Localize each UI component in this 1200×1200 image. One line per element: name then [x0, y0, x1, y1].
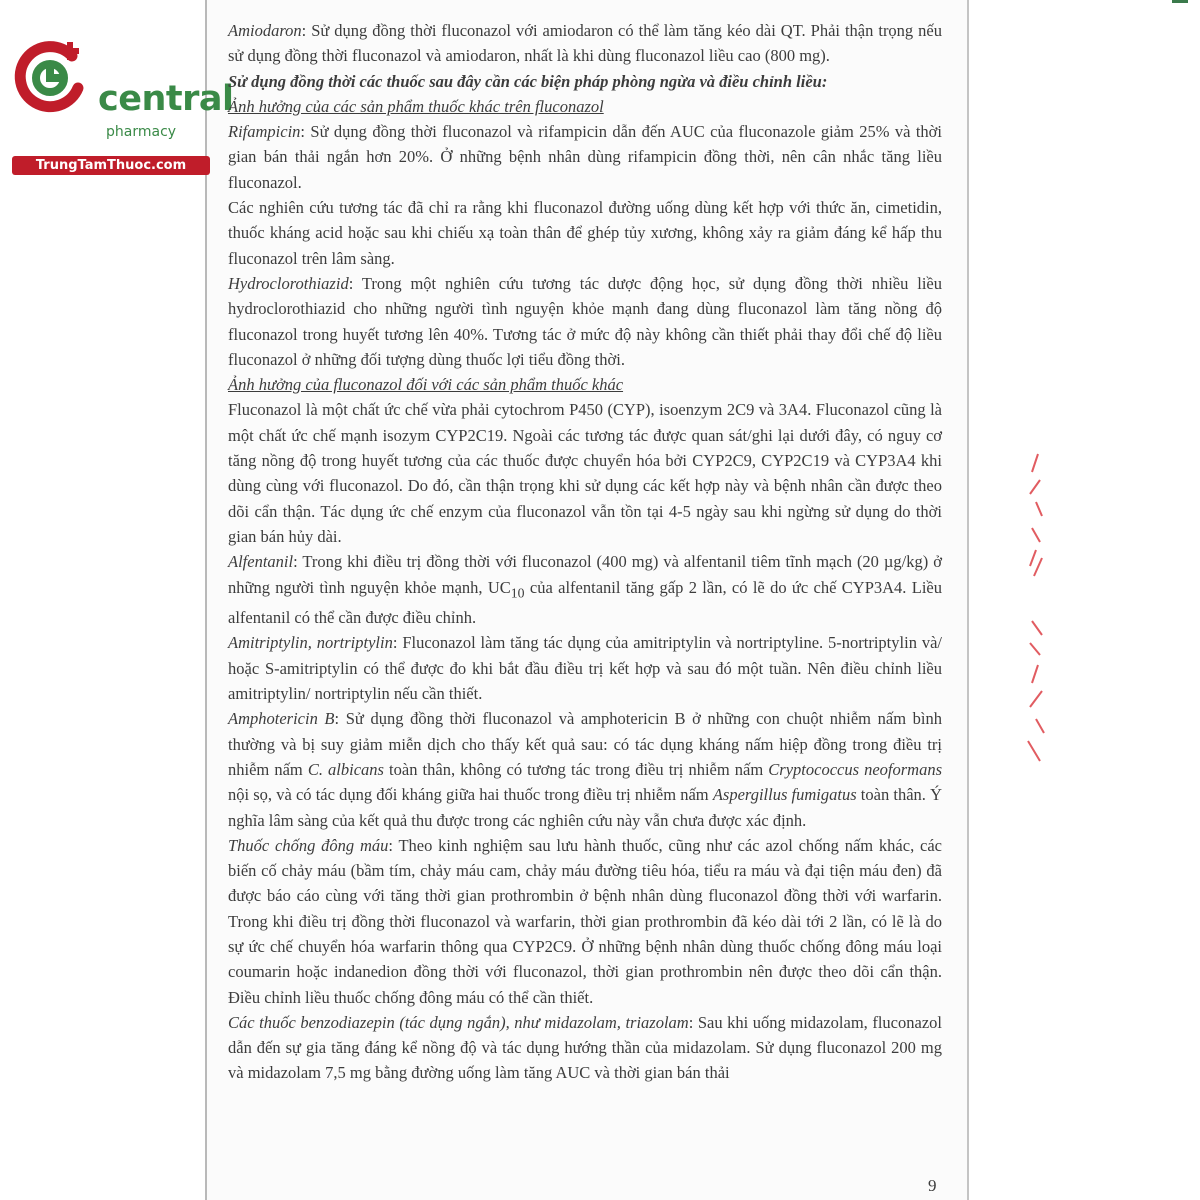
paragraph-text: : Fluconazol làm tăng tác dụng của amitriptylin và nortriptyline. 5-nortriptylin và/ hoặc S-amitriptylin có thể được đo khi bắt đầu điều trị kết hợp và sau đó một tuần. Nên điều chỉnh liều amitriptylin/ nortriptylin nếu cần thiết.	[228, 633, 942, 704]
paragraph-amitriptylin	[228, 630, 942, 706]
paragraph-amiodaron	[228, 18, 942, 69]
paragraph-rifampicin	[228, 119, 942, 195]
paragraph-text: : Sau khi uống midazolam, fluconazol dẫn đến sự gia tăng đáng kể nồng độ và tác dụng hướng thần của midazolam. Sử dụng fluconazol 200 mg và midazolam 7,5 mg bằng đường uống làm tăng AUC và thời gian bán thải	[228, 1012, 942, 1083]
organism-name: C. albicans	[307, 759, 384, 779]
paragraph-alfentanil	[228, 549, 942, 630]
organism-name: Cryptococcus neoformans	[768, 759, 943, 779]
drug-term: Amphotericin B	[228, 709, 335, 729]
paragraph-anticoagulant	[228, 833, 942, 1010]
page-number: 9	[928, 1176, 937, 1195]
paragraph-text: toàn thân. Ý nghĩa lâm sàng của kết quả thu được trong các nghiên cứu này vẫn chưa được xác định.	[228, 785, 942, 830]
logo-site-badge: TrungTamThuoc.com	[12, 156, 210, 175]
central-pharmacy-logo[interactable]	[10, 38, 234, 173]
paragraph-text: : Trong khi điều trị đồng thời với fluconazol (400 mg) và alfentanil tiêm tĩnh mạch (20 µg/kg) ở những người tình nguyện khỏe mạnh, UC	[228, 552, 942, 597]
organism-name: Aspergillus fumigatus	[712, 785, 857, 805]
section-heading: Sử dụng đồng thời các thuốc sau đây cần các biện pháp phòng ngừa và điều chỉnh liều:	[228, 71, 828, 91]
drug-term: Amitriptylin, nortriptylin	[228, 633, 393, 653]
paragraph-food: Các nghiên cứu tương tác đã chỉ ra rằng khi fluconazol đường uống dùng kết hợp với thức ăn, cimetidin, thuốc kháng acid hoặc sau khi chiếu xạ toàn thân để ghép tủy xương, không xảy ra giảm đáng kể hấp thu fluconazol trên lâm sàng.	[228, 198, 942, 268]
pharmacy-logo-icon	[10, 38, 90, 118]
subsection-heading: Ảnh hưởng của các sản phẩm thuốc khác trên fluconazol	[228, 96, 604, 116]
paragraph-text: nội sọ, và có tác dụng đối kháng giữa hai thuốc trong điều trị nhiễm nấm	[228, 785, 713, 805]
drug-term: Thuốc chống đông máu	[228, 835, 389, 855]
paragraph-text: : Theo kinh nghiệm sau lưu hành thuốc, cũng như các azol chống nấm khác, các biến cố chảy máu (bầm tím, chảy máu cam, chảy máu đường tiêu hóa, tiểu ra máu và đại tiện máu đen) đã được báo cáo cùng với tăng thời gian prothrombin ở bệnh nhân dùng fluconazol đồng thời với warfarin. Trong khi điều trị đồng thời fluconazol và warfarin, thời gian prothrombin đã kéo dài tới 2 lần, có lẽ là do sự ức chế chuyển hóa warfarin thông qua CYP2C9. Ở những bệnh nhân dùng thuốc chống đông máu loại coumarin hoặc indanedion đồng thời với fluconazol, thời gian prothrombin nên được theo dõi cẩn thận. Điều chỉnh liều thuốc chống đông máu có thể cần thiết.	[228, 835, 942, 1007]
paragraph-text: của alfentanil tăng gấp 2 lần, có lẽ do ức chế CYP3A4. Liều alfentanil có thể cần được điều chỉnh.	[228, 577, 943, 628]
drug-term: Rifampicin	[228, 122, 301, 142]
drug-term: Các thuốc benzodiazepin (tác dụng ngắn), như midazolam, triazolam	[228, 1012, 689, 1032]
logo-brand: central	[98, 79, 234, 119]
paragraph-hydroclorothiazid	[228, 271, 942, 372]
subsection-heading: Ảnh hưởng của fluconazol đối với các sản phẩm thuốc khác	[228, 375, 624, 395]
paragraph-text: : Trong một nghiên cứu tương tác dược động học, sử dụng đồng thời nhiều liều hydroclorothiazid cho những người tình nguyện khỏe mạnh đang dùng fluconazol làm tăng nồng độ fluconazol trong huyết tương lên 40%. Tương tác ở mức độ này không cần thiết phải thay đổi chế độ liều fluconazol ở những đối tượng dùng thuốc lợi tiểu đồng thời.	[228, 273, 942, 369]
logo-subtitle: pharmacy	[106, 124, 177, 140]
paragraph-text: : Sử dụng đồng thời fluconazol với amiodaron có thể làm tăng kéo dài QT. Phải thận trọng nếu sử dụng đồng thời fluconazol và amiodaron, nhất là khi dùng fluconazol liều cao (800 mg).	[228, 21, 942, 66]
drug-term: Hydroclorothiazid	[228, 273, 349, 293]
paragraph-text: : Sử dụng đồng thời fluconazol và rifampicin dẫn đến AUC của fluconazole giảm 25% và thời gian bán thải ngắn hơn 20%. Ở những bệnh nhân dùng rifampicin đồng thời, nên cân nhắc tăng liều fluconazol.	[228, 122, 942, 192]
red-stamp-mark	[1018, 450, 1052, 580]
paragraph-amphotericin	[228, 706, 942, 832]
drug-term: Alfentanil	[228, 552, 294, 572]
document-body	[228, 18, 942, 1086]
corner-mark	[1172, 0, 1188, 3]
paragraph-text: : Sử dụng đồng thời fluconazol và amphotericin B ở những con chuột nhiễm nấm bình thường và bị suy giảm miễn dịch cho thấy kết quả sau: có tác dụng kháng nấm hiệp đồng trong điều trị nhiễm nấm	[228, 709, 942, 779]
paragraph-text: toàn thân, không có tương tác trong điều trị nhiễm nấm	[383, 759, 769, 779]
subscript: 10	[510, 584, 525, 600]
paragraph-benzodiazepin	[228, 1010, 942, 1086]
paragraph-cyp: Fluconazol là một chất ức chế vừa phải cytochrom P450 (CYP), isoenzym 2C9 và 3A4. Fluconazol cũng là một chất ức chế mạnh isozym CYP2C19. Ngoài các tương tác được quan sát/ghi lại dưới đây, có nguy cơ tăng nồng độ trong huyết tương của các thuốc được chuyển hóa bởi CYP2C9, CYP2C19 và CYP3A4 khi dùng cùng với fluconazol. Do đó, cần thận trọng khi sử dụng các kết hợp này và bệnh nhân cần được theo dõi cẩn thận. Tác dụng ức chế enzym của fluconazol vẫn tồn tại 4-5 ngày sau khi ngừng sử dụng do thời gian bán hủy dài.	[228, 400, 942, 546]
drug-term: Amiodaron	[228, 21, 302, 40]
red-stamp-mark	[1018, 615, 1052, 765]
